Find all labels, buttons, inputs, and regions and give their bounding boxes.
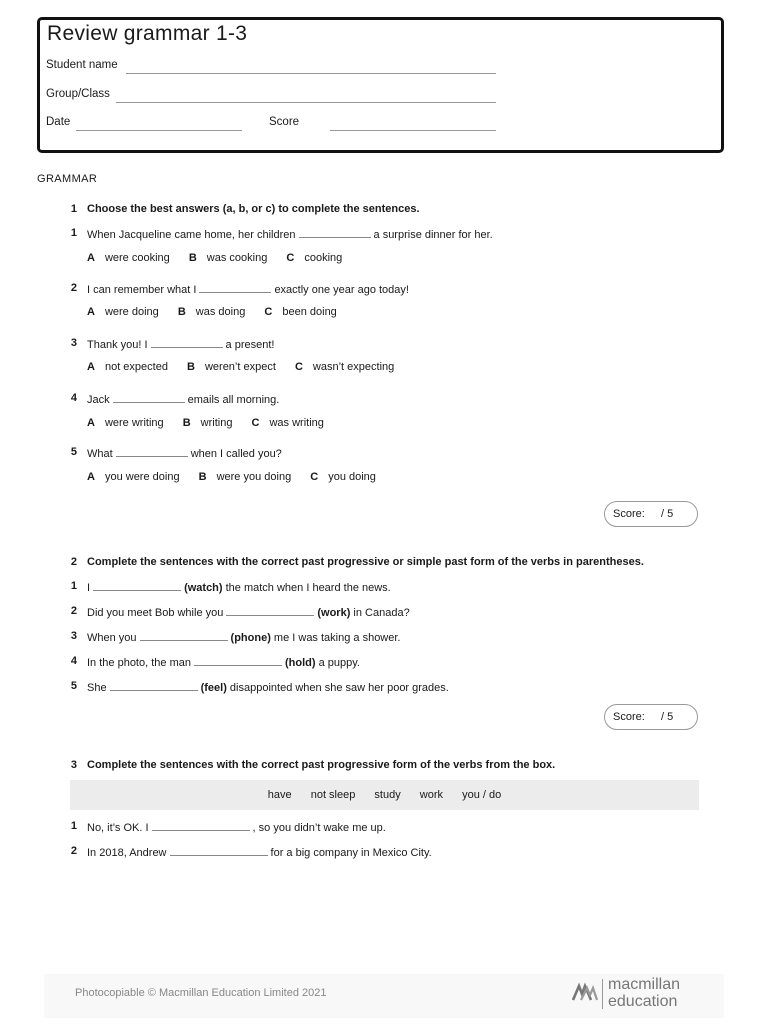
question-text-before: What — [87, 448, 113, 460]
option-letter[interactable]: A — [87, 252, 95, 264]
question-text — [87, 605, 410, 619]
answer-options — [87, 361, 410, 373]
question-number: 3 — [70, 337, 77, 349]
logo-text — [608, 976, 680, 1010]
option-text[interactable]: you were doing — [104, 471, 180, 483]
question-text-after: exactly one year ago today! — [274, 284, 409, 296]
student-name-field[interactable] — [126, 73, 496, 74]
option-text[interactable]: cooking — [304, 252, 343, 264]
question-number: 1 — [70, 820, 77, 832]
question-text-before: She — [87, 682, 107, 694]
option-letter[interactable]: B — [182, 417, 191, 429]
question-text — [87, 680, 449, 694]
question-text-before: Jack — [87, 394, 110, 406]
exercise-instruction: Complete the sentences with the correct past progressive form of the verbs from the box. — [87, 759, 556, 771]
answer-options — [87, 252, 358, 264]
logo-line-1: macmillan — [608, 976, 681, 993]
question-number: 4 — [70, 655, 77, 667]
group-class-field[interactable] — [116, 102, 496, 103]
exercise-number: 3 — [70, 759, 77, 771]
answer-blank[interactable] — [93, 580, 181, 591]
word-box-item: study — [374, 789, 401, 801]
question-text-before: When you — [87, 632, 137, 644]
word-box-item: work — [419, 789, 444, 801]
exercise-instruction: Complete the sentences with the correct past progressive or simple past form of the verbs in parentheses. — [87, 556, 644, 568]
option-letter[interactable]: A — [87, 471, 95, 483]
question-text-before: When Jacqueline came home, her children — [87, 229, 296, 241]
option-text[interactable]: were writing — [104, 417, 164, 429]
option-text[interactable]: was doing — [195, 306, 246, 318]
question-text-before: Did you meet Bob while you — [87, 607, 224, 619]
question-text — [87, 392, 279, 406]
option-text[interactable]: was writing — [269, 417, 324, 429]
section-label: GRAMMAR — [37, 173, 98, 185]
question-text-before: In the photo, the man — [87, 657, 191, 669]
answer-options — [87, 306, 353, 318]
logo-line-2: education — [608, 993, 678, 1010]
page-footer — [44, 974, 724, 1018]
answer-blank[interactable] — [116, 446, 188, 457]
option-text[interactable]: were you doing — [216, 471, 292, 483]
score-total: / 5 — [661, 711, 674, 723]
option-text[interactable]: was cooking — [206, 252, 268, 264]
student-name-label: Student name — [46, 59, 118, 71]
answer-blank[interactable] — [113, 392, 185, 403]
option-text[interactable]: writing — [200, 417, 233, 429]
question-text-before: No, it’s OK. I — [87, 822, 149, 834]
answer-blank[interactable] — [170, 845, 268, 856]
question-text-before: In 2018, Andrew — [87, 847, 167, 859]
score-box[interactable] — [604, 704, 698, 730]
question-text-after: me I was taking a shower. — [273, 632, 401, 644]
option-text[interactable]: not expected — [104, 361, 168, 373]
question-number: 1 — [70, 580, 77, 592]
question-number: 5 — [70, 446, 77, 458]
score-label: Score — [269, 116, 300, 128]
option-letter[interactable]: A — [87, 417, 95, 429]
option-text[interactable]: you doing — [328, 471, 376, 483]
question-number: 3 — [70, 630, 77, 642]
option-letter[interactable]: A — [87, 306, 95, 318]
option-letter[interactable]: A — [87, 361, 95, 373]
word-box-item: have — [267, 789, 292, 801]
verb-hint: (phone) — [230, 632, 271, 644]
worksheet-title: Review grammar 1-3 — [47, 22, 248, 45]
answer-blank[interactable] — [199, 282, 271, 293]
option-letter[interactable]: B — [198, 471, 207, 483]
copyright-text: Photocopiable © Macmillan Education Limited 2021 — [75, 987, 327, 999]
answer-blank[interactable] — [194, 655, 282, 666]
question-text-after: the match when I heard the news. — [225, 582, 391, 594]
option-text[interactable]: were cooking — [104, 252, 170, 264]
question-number: 2 — [70, 282, 77, 294]
question-text-after: disappointed when she saw her poor grades. — [229, 682, 449, 694]
answer-blank[interactable] — [140, 630, 228, 641]
question-text-after: for a big company in Mexico City. — [270, 847, 432, 859]
option-letter[interactable]: C — [294, 361, 303, 373]
score-label: Score: — [613, 508, 645, 520]
word-box-item: not sleep — [310, 789, 356, 801]
date-field[interactable] — [76, 130, 242, 131]
score-label: Score: — [613, 711, 645, 723]
publisher-logo — [570, 974, 720, 1014]
option-letter[interactable]: B — [187, 361, 195, 373]
exercise-instruction: Choose the best answers (a, b, or c) to complete the sentences. — [87, 203, 420, 215]
logo-divider — [602, 979, 603, 1009]
question-text — [87, 337, 274, 351]
answer-blank[interactable] — [151, 337, 223, 348]
group-class-label: Group/Class — [46, 88, 110, 100]
word-box — [70, 780, 699, 810]
answer-options — [87, 471, 392, 483]
option-text[interactable]: wasn’t expecting — [312, 361, 395, 373]
answer-options — [87, 417, 340, 429]
option-text[interactable]: were doing — [104, 306, 159, 318]
question-text-after: in Canada? — [353, 607, 410, 619]
question-text — [87, 655, 360, 669]
option-text[interactable]: been doing — [282, 306, 337, 318]
question-text-before: I — [87, 582, 91, 594]
macmillan-logo-icon — [572, 982, 598, 1002]
option-letter[interactable]: B — [177, 306, 186, 318]
verb-hint: (feel) — [200, 682, 227, 694]
question-text — [87, 820, 386, 834]
word-box-item: you / do — [462, 789, 502, 801]
question-text — [87, 630, 400, 644]
option-letter[interactable]: C — [310, 471, 319, 483]
question-text-after: when I called you? — [190, 448, 282, 460]
answer-blank[interactable] — [226, 605, 314, 616]
option-letter[interactable]: C — [286, 252, 295, 264]
question-number: 5 — [70, 680, 77, 692]
question-text-after: a puppy. — [318, 657, 360, 669]
answer-blank[interactable] — [110, 680, 198, 691]
score-box[interactable] — [604, 501, 698, 527]
question-text-before: Thank you! I — [87, 339, 148, 351]
option-letter[interactable]: B — [188, 252, 197, 264]
verb-hint: (watch) — [184, 582, 223, 594]
question-text — [87, 446, 282, 460]
date-label: Date — [46, 116, 71, 128]
verb-hint: (hold) — [284, 657, 316, 669]
question-number: 2 — [70, 845, 77, 857]
question-text — [87, 227, 493, 241]
exercise-number: 1 — [70, 203, 77, 215]
answer-blank[interactable] — [152, 820, 250, 831]
option-text[interactable]: weren’t expect — [204, 361, 276, 373]
score-field[interactable] — [330, 130, 496, 131]
question-number: 1 — [70, 227, 77, 239]
question-text-after: emails all morning. — [187, 394, 280, 406]
question-text-after: a surprise dinner for her. — [373, 229, 493, 241]
question-text-before: I can remember what I — [87, 284, 197, 296]
question-text-after: a present! — [225, 339, 275, 351]
worksheet-header — [37, 17, 724, 153]
question-number: 2 — [70, 605, 77, 617]
question-text — [87, 845, 432, 859]
score-total: / 5 — [661, 508, 674, 520]
question-text — [87, 580, 391, 594]
question-number: 4 — [70, 392, 77, 404]
answer-blank[interactable] — [299, 227, 371, 238]
question-text — [87, 282, 409, 296]
question-text-after: , so you didn’t wake me up. — [252, 822, 386, 834]
option-letter[interactable]: C — [264, 306, 273, 318]
option-letter[interactable]: C — [251, 417, 260, 429]
verb-hint: (work) — [317, 607, 351, 619]
exercise-number: 2 — [70, 556, 77, 568]
